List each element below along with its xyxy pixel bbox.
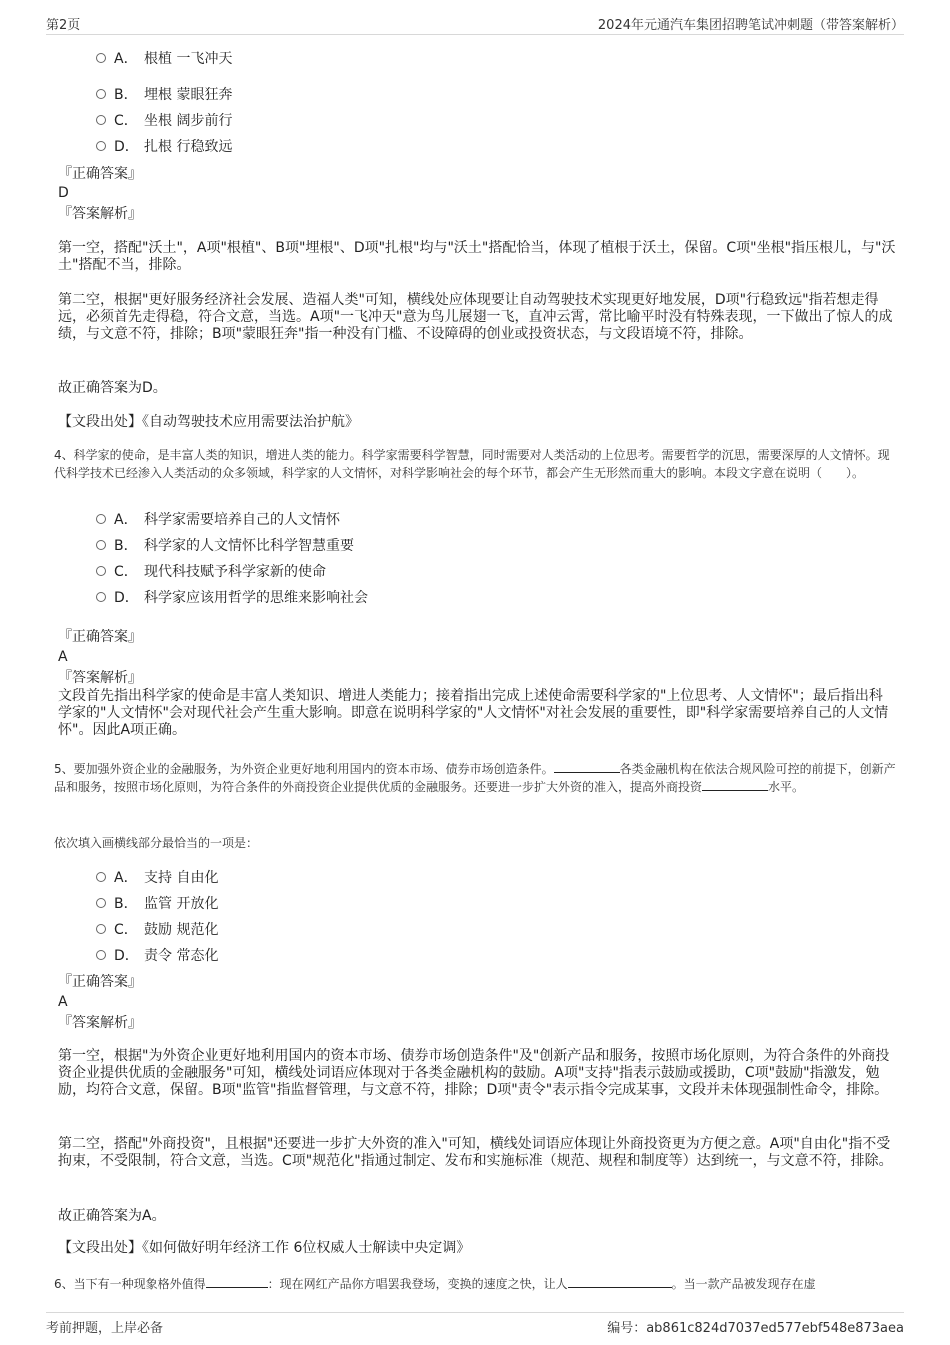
page-header bbox=[46, 12, 904, 35]
radio-icon[interactable] bbox=[96, 950, 106, 960]
q5-option-b[interactable]: B． 监管 开放化 bbox=[96, 895, 218, 913]
q4-option-a[interactable]: A． 科学家需要培养自己的人文情怀 bbox=[96, 511, 340, 529]
q6-blank-1 bbox=[206, 1275, 268, 1288]
radio-icon[interactable] bbox=[96, 872, 106, 882]
q5-blank-1 bbox=[554, 760, 620, 773]
q3-analysis-p3: 故正确答案为D。 bbox=[58, 380, 167, 396]
q4-analysis: 文段首先指出科学家的使命是丰富人类知识、增进人类能力；接着指出完成上述使命需要科学家的"上位思考、人文情怀"；最后指出科学家的"人文情怀"会对现代社会产生重大影响。即意在说明科学家的"人文情怀"对社会发展的重要性，即"科学家需要培养自己的人文情怀"。因此A项正确。 bbox=[58, 688, 889, 738]
q5-source: 【文段出处】《如何做好明年经济工作 6位权威人士解读中央定调》 bbox=[58, 1240, 471, 1256]
radio-icon[interactable] bbox=[96, 566, 106, 576]
q4-stem: 4、科学家的使命，是丰富人类的知识，增进人类的能力。科学家需要科学智慧，同时需要对人类活动的上位思考。需要哲学的沉思，需要深厚的人文情怀。现代科学技术已经渗入人类活动的众多领域，科学家的人文情怀，对科学影响社会的每个环节，都会产生无形然而重大的影响。本段文字意在说明（ ）。 bbox=[54, 448, 890, 480]
footer-slogan: 考前押题，上岸必备 bbox=[46, 1321, 164, 1336]
q5-stem: 5、要加强外资企业的金融服务，为外资企业更好地利用国内的资本市场、债券市场创造条件。 各类金融机构在依法合规风险可控的前提下，创新产品和服务，按照市场化原则，为符合条件的外商投资企业提供优质的金融服务。还要进一步扩大外资的准入，提高外商投资 水平。 bbox=[54, 762, 896, 794]
radio-icon[interactable] bbox=[96, 53, 106, 63]
radio-icon[interactable] bbox=[96, 115, 106, 125]
q5-analysis-p1: 第一空，根据"为外资企业更好地利用国内的资本市场、债券市场创造条件"及"创新产品和服务，按照市场化原则，为符合条件的外商投资企业提供优质的金融服务"可知，横线处词语应体现对于各类金融机构的鼓励。A项"支持"指表示鼓励或援助，C项"鼓励"指激发，勉励，均符合文意，保留。B项"监管"指监督管理，与文意不符，排除；D项"责令"表示指令完成某事，文段并未体现强制性命令，排除。 bbox=[58, 1048, 890, 1098]
q5-answer-label: 『正确答案』 bbox=[58, 974, 142, 990]
q4-answer-label: 『正确答案』 bbox=[58, 629, 142, 645]
q4-option-d[interactable]: D． 科学家应该用哲学的思维来影响社会 bbox=[96, 589, 368, 607]
q5-blank-2 bbox=[702, 778, 768, 791]
radio-icon[interactable] bbox=[96, 514, 106, 524]
radio-icon[interactable] bbox=[96, 89, 106, 99]
radio-icon[interactable] bbox=[96, 592, 106, 602]
q4-analysis-label: 『答案解析』 bbox=[58, 670, 142, 686]
q3-analysis-label: 『答案解析』 bbox=[58, 206, 142, 222]
q6-stem: 6、当下有一种现象格外值得 ：现在网红产品你方唱罢我登场，变换的速度之快，让人 。当一款产品被发现存在虚 bbox=[54, 1277, 816, 1291]
q6-blank-2 bbox=[568, 1275, 672, 1288]
q5-analysis-p3: 故正确答案为A。 bbox=[58, 1208, 166, 1224]
radio-icon[interactable] bbox=[96, 540, 106, 550]
footer-code: 编号：ab861c824d7037ed577ebf548e873aea bbox=[607, 1321, 904, 1336]
q5-analysis-label: 『答案解析』 bbox=[58, 1015, 142, 1031]
radio-icon[interactable] bbox=[96, 141, 106, 151]
q3-source: 【文段出处】《自动驾驶技术应用需要法治护航》 bbox=[58, 414, 359, 430]
q3-answer-label: 『正确答案』 bbox=[58, 166, 142, 182]
radio-icon[interactable] bbox=[96, 924, 106, 934]
q3-option-c[interactable]: C． 坐根 阔步前行 bbox=[96, 112, 232, 130]
q3-option-b[interactable]: B． 埋根 蒙眼狂奔 bbox=[96, 86, 232, 104]
q5-instruction: 依次填入画横线部分最恰当的一项是： bbox=[54, 836, 259, 850]
q4-answer: A bbox=[58, 649, 68, 665]
q5-option-d[interactable]: D． 责令 常态化 bbox=[96, 947, 218, 965]
q3-analysis-p1: 第一空，搭配"沃土"，A项"根植"、B项"埋根"、D项"扎根"均与"沃土"搭配恰当，体现了植根于沃土，保留。C项"坐根"指压根儿，与"沃土"搭配不当，排除。 bbox=[58, 240, 896, 273]
q3-analysis-p2: 第二空，根据"更好服务经济社会发展、造福人类"可知，横线处应体现要让自动驾驶技术实现更好地发展，D项"行稳致远"指若想走得远，必须首先走得稳，符合文意，当选。A项"一飞冲天"意为鸟儿展翅一飞，直冲云霄，常比喻平时没有特殊表现，一下做出了惊人的成绩，与文意不符，排除；B项"蒙眼狂奔"指一种没有门槛、不设障碍的创业或投资状态，与文段语境不符，排除。 bbox=[58, 292, 893, 342]
q3-option-a[interactable]: A． 根植 一飞冲天 bbox=[96, 50, 232, 68]
radio-icon[interactable] bbox=[96, 898, 106, 908]
q5-option-a[interactable]: A． 支持 自由化 bbox=[96, 869, 218, 887]
q5-option-c[interactable]: C． 鼓励 规范化 bbox=[96, 921, 218, 939]
q3-option-d[interactable]: D． 扎根 行稳致远 bbox=[96, 138, 232, 156]
page-footer bbox=[46, 1312, 904, 1335]
q5-answer: A bbox=[58, 994, 68, 1010]
q3-answer: D bbox=[58, 185, 69, 201]
q5-analysis-p2: 第二空，搭配"外商投资"，且根据"还要进一步扩大外资的准入"可知，横线处词语应体现让外商投资更为方便之意。A项"自由化"指不受拘束，不受限制，符合文意，当选。C项"规范化"指通过制定、发布和实施标准（规范、规程和制度等）达到统一，与文意不符，排除。 bbox=[58, 1136, 893, 1169]
document-title: 2024年元通汽车集团招聘笔试冲刺题（带答案解析） bbox=[597, 18, 904, 33]
q4-option-c[interactable]: C． 现代科技赋予科学家新的使命 bbox=[96, 563, 326, 581]
q4-option-b[interactable]: B． 科学家的人文情怀比科学智慧重要 bbox=[96, 537, 354, 555]
page-number: 第2页 bbox=[46, 18, 81, 33]
